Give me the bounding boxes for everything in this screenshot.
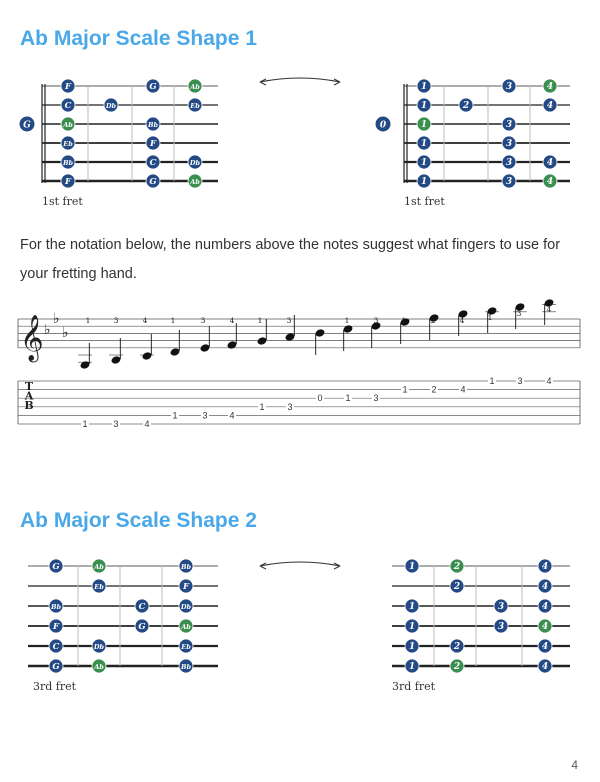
shape2-fingers-note-label: 4 <box>541 562 549 573</box>
shape2-fingers-note-label: 2 <box>453 642 461 653</box>
shape2-fingers-note-label: 1 <box>408 642 416 653</box>
open-string-finger: 0 <box>379 120 387 131</box>
shape1-fingers-note-label: 3 <box>505 82 513 93</box>
shape2-notes-note-label: C <box>138 602 146 613</box>
staff-note <box>257 336 268 346</box>
shape1-notes-note-label: Db <box>105 102 117 111</box>
staff-note <box>111 355 122 365</box>
finger-number: 3 <box>516 309 522 318</box>
shape2-notes-note-label: F <box>182 582 190 593</box>
staff-note <box>315 328 326 338</box>
finger-number: 4 <box>229 316 235 325</box>
shape1-notes-note-label: G <box>149 82 157 93</box>
shape1-fingers-note-label: 4 <box>546 158 554 169</box>
shape2-fingers-fret-label: 3rd fret <box>392 680 436 693</box>
shape2-fingers-note-label: 2 <box>453 562 461 573</box>
shape1-fingers-note-label: 1 <box>420 139 428 150</box>
shape2-fingers-note-label: 4 <box>541 582 549 593</box>
shape2-notes-note-label: G <box>52 562 60 573</box>
shape1-fingers-note-label: 1 <box>420 101 428 112</box>
staff-note <box>80 360 91 370</box>
flat-icon: ♭ <box>53 311 60 327</box>
shape2-fingers-note-label: 3 <box>497 602 505 613</box>
staff-note <box>227 340 238 350</box>
staff-note <box>343 324 354 334</box>
shape2-notes-note-label: C <box>52 642 60 653</box>
tab-fret-number: 3 <box>202 410 208 421</box>
tab-fret-number: 3 <box>373 393 379 404</box>
shape1-notes-note-label: Eb <box>63 140 73 149</box>
tab-fret-number: 1 <box>345 393 351 404</box>
instruction-text: For the notation below, the numbers above the notes suggest what fingers to use for your fretting hand. <box>20 237 561 282</box>
shape1-notes-note-label: Bb <box>147 121 159 130</box>
shape2-fingers-fretboard <box>392 559 570 693</box>
shape2-fingers-note-label: 1 <box>408 562 416 573</box>
finger-number: 2 <box>430 316 436 325</box>
shape1-fingers-note-label: 1 <box>420 82 428 93</box>
shape1-notes-note-label: C <box>149 158 157 169</box>
finger-number: 4 <box>546 305 552 314</box>
finger-number: 1 <box>344 316 350 325</box>
shape1-notes-note-label: G <box>149 177 157 188</box>
shape2-fingers-note-label: 4 <box>541 602 549 613</box>
finger-number: 1 <box>401 316 407 325</box>
finger-number: 1 <box>85 316 91 325</box>
finger-number: 3 <box>200 316 206 325</box>
tab-clef-letter: T <box>24 380 34 393</box>
shape2-notes-note-label: G <box>52 662 60 673</box>
section1-title: Ab Major Scale Shape 1 <box>20 27 257 50</box>
open-string-note: G <box>23 120 31 131</box>
shape1-fingers-fretboard <box>404 79 570 208</box>
shape1-notes-fretboard <box>42 79 218 208</box>
shape2-notes-note-label: Eb <box>181 643 191 652</box>
shape2-notes-note-label: Ab <box>94 663 104 672</box>
shape2-fingers-note-label: 2 <box>453 582 461 593</box>
shape1-fingers-note-label: 4 <box>546 82 554 93</box>
tab-fret-number: 4 <box>546 376 552 386</box>
shape1-fingers-note-label: 3 <box>505 177 513 188</box>
shape2-notes-note-label: G <box>138 622 146 633</box>
shape2-fingers-note-label: 1 <box>408 662 416 673</box>
shape2-fingers-note-label: 3 <box>497 622 505 633</box>
shape1-fingers-note-label: 4 <box>546 101 554 112</box>
section2-title: Ab Major Scale Shape 2 <box>20 509 257 532</box>
finger-number: 3 <box>373 316 379 325</box>
tab-fret-number: 1 <box>489 376 495 386</box>
shape1-notes-note-label: Ab <box>190 178 200 187</box>
shape1-notes-note-label: F <box>64 82 72 93</box>
shape1-notes-note-label: Bb <box>62 159 74 168</box>
shape2-notes-note-label: Eb <box>94 583 104 592</box>
tab-fret-number: 1 <box>82 419 88 429</box>
tab-fret-number: 2 <box>431 384 437 395</box>
shape2-fingers-note-label: 4 <box>541 662 549 673</box>
shape2-fingers-note-label: 1 <box>408 602 416 613</box>
finger-number: 3 <box>286 316 292 325</box>
page-number: 4 <box>571 758 578 772</box>
shape2-notes-fret-label: 3rd fret <box>33 680 77 693</box>
shape1-fingers-note-label: 4 <box>546 177 554 188</box>
shape1-notes-fret-label: 1st fret <box>42 195 83 208</box>
finger-number: 3 <box>113 316 119 325</box>
tab-fret-number: 3 <box>287 401 293 412</box>
tab-fret-number: 4 <box>229 410 235 421</box>
staff-note <box>142 351 153 361</box>
shape2-notes-fretboard <box>28 559 218 693</box>
tab-fret-number: 1 <box>259 401 265 412</box>
shape2-notes-note-label: Bb <box>50 603 62 612</box>
treble-clef-icon: 𝄞 <box>20 314 44 361</box>
flat-icon: ♭ <box>44 322 51 338</box>
shape2-notes-note-label: Ab <box>181 623 191 632</box>
shape2-fingers-note-label: 4 <box>541 642 549 653</box>
shape2-fingers-note-label: 2 <box>453 662 461 673</box>
swap-arrow-icon <box>255 560 345 578</box>
notation-system <box>18 298 580 429</box>
swap-arrow-icon <box>255 76 345 94</box>
shape2-notes-note-label: F <box>52 622 60 633</box>
shape1-notes-note-label: Db <box>189 159 201 168</box>
shape1-fingers-note-label: 3 <box>505 120 513 131</box>
shape1-notes-note-label: F <box>149 139 157 150</box>
shape1-fingers-note-label: 3 <box>505 158 513 169</box>
tab-fret-number: 4 <box>144 419 150 429</box>
shape2-fingers-note-label: 4 <box>541 622 549 633</box>
shape1-notes-note-label: F <box>64 177 72 188</box>
tab-fret-number: 3 <box>517 376 523 386</box>
tab-fret-number: 0 <box>317 393 323 404</box>
finger-number: 1 <box>170 316 176 325</box>
shape1-fingers-note-label: 1 <box>420 177 428 188</box>
flat-icon: ♭ <box>62 325 69 341</box>
shape2-notes-note-label: Bb <box>180 663 192 672</box>
shape1-notes-note-label: Eb <box>190 102 200 111</box>
shape1-notes-note-label: C <box>64 101 72 112</box>
shape1-notes-note-label: Ab <box>190 83 200 92</box>
shape1-fingers-note-label: 3 <box>505 139 513 150</box>
shape2-notes-note-label: Ab <box>94 563 104 572</box>
shape2-notes-note-label: Bb <box>180 563 192 572</box>
tab-fret-number: 1 <box>402 384 408 395</box>
finger-number: 4 <box>459 316 465 325</box>
tab-fret-number: 1 <box>172 410 178 421</box>
shape1-fingers-fret-label: 1st fret <box>404 195 445 208</box>
staff-note <box>200 343 211 353</box>
finger-number: 1 <box>257 316 263 325</box>
tab-clef-letter: A <box>24 389 34 403</box>
shape1-fingers-note-label: 1 <box>420 120 428 131</box>
tab-clef-letter: B <box>24 399 34 412</box>
staff-note <box>170 347 181 357</box>
finger-number: 4 <box>142 316 148 325</box>
finger-number: 1 <box>487 313 493 322</box>
shape2-notes-note-label: Db <box>93 643 105 652</box>
tab-fret-number: 3 <box>113 419 119 429</box>
shape2-notes-note-label: Db <box>180 603 192 612</box>
tab-fret-number: 4 <box>460 384 466 395</box>
shape1-fingers-note-label: 2 <box>462 101 470 112</box>
shape1-fingers-note-label: 1 <box>420 158 428 169</box>
shape1-notes-note-label: Ab <box>63 121 73 130</box>
shape2-fingers-note-label: 1 <box>408 622 416 633</box>
